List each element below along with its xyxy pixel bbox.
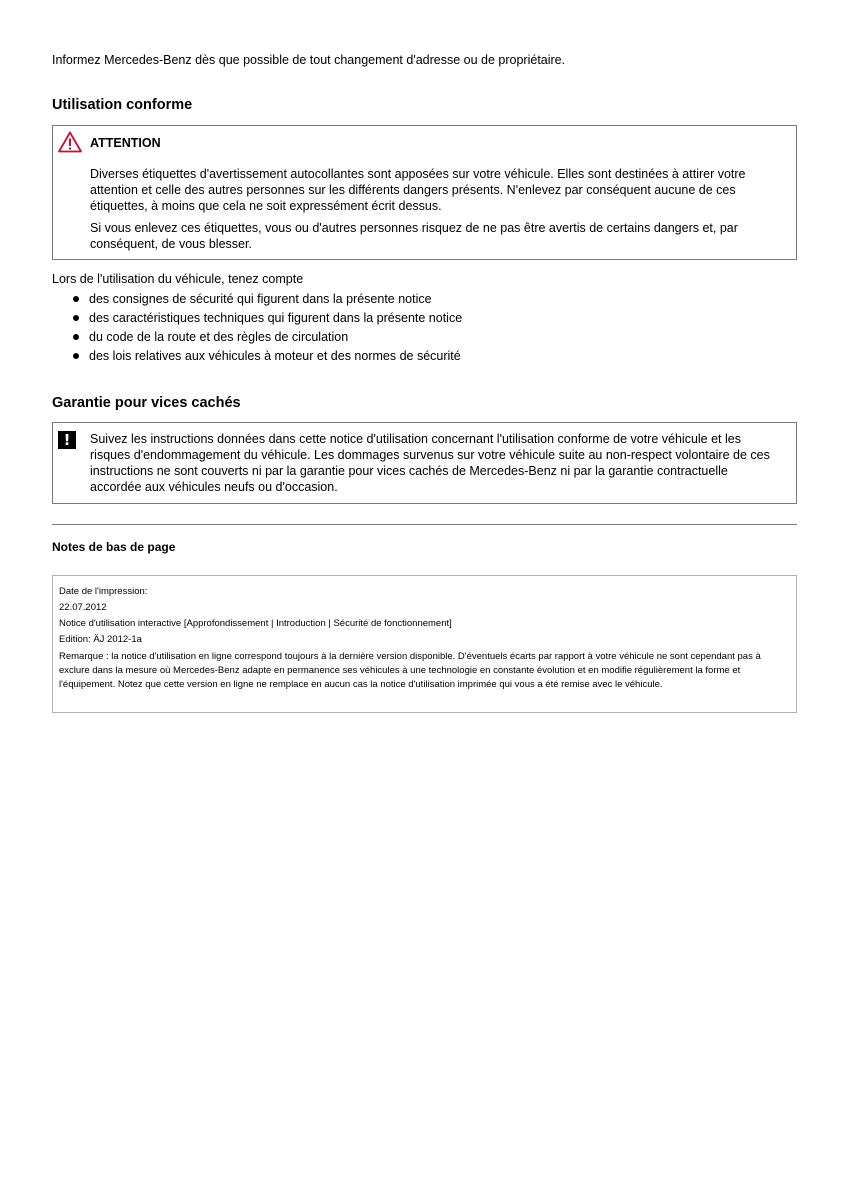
list-item [52,329,462,348]
bullet-icon [73,296,79,302]
section-heading-utilisation: Utilisation conforme [52,97,193,113]
note-box [52,422,797,504]
remark-text: Remarque : la notice d'utilisation en ligne correspond toujours à la dernière version disponible. D'éventuels écarts par rapport à votre véhicule ne sont cependant pas à exclure dans la mesure où Mercedes-Benz adapte en permanence ses véhicules à une technologie en constante évolution et en modifie régulièrement la forme et l'équipement. Notez que cette version en ligne ne remplace en aucun cas la notice d'utilisation imprimée qui vous a été remise avec le véhicule. [59,651,761,690]
usage-lead-text: Lors de l'utilisation du véhicule, tenez compte [52,272,304,286]
list-item-text: des caractéristiques techniques qui figurent dans la présente notice [89,311,463,325]
warning-box [52,125,797,260]
divider [52,524,797,525]
list-item-text: des lois relatives aux véhicules à moteur et des normes de sécurité [89,349,461,363]
bullet-icon [73,353,79,359]
warning-paragraph-2: Si vous enlevez ces étiquettes, vous ou d'autres personnes risquez de ne pas être avertis de certains dangers et, par conséquent, de vous blesser. [90,221,738,251]
list-item [52,291,462,310]
footnotes-box [52,575,797,713]
section-heading-garantie: Garantie pour vices cachés [52,395,241,411]
warning-title: ATTENTION [90,136,161,150]
intro-text: Informez Mercedes-Benz dès que possible de tout changement d'adresse ou de propriétaire. [52,53,566,67]
warning-paragraph-1: Diverses étiquettes d'avertissement autocollantes sont apposées sur votre véhicule. Elles sont destinées à attirer votre attention et celle des autres personnes sur les différents dangers présents. N'enlevez par conséquent aucune de ces étiquettes, à moins que cela ne soit expressément écrit dessus. [90,167,746,213]
exclamation-icon: ! [58,431,76,449]
bullet-icon [73,334,79,340]
list-item-text: des consignes de sécurité qui figurent dans la présente notice [89,292,432,306]
print-date-value: 22.07.2012 [59,602,107,613]
print-date-label: Date de l'impression: [59,586,148,597]
list-item [52,310,462,329]
usage-bullet-list [52,291,462,367]
list-item-text: du code de la route et des règles de circulation [89,330,349,344]
note-text: Suivez les instructions données dans cette notice d'utilisation concernant l'utilisation conforme de votre véhicule et les risques d'endommagement du véhicule. Les dommages survenus sur votre véhicule suite au non-respect volontaire de ces instructions ne sont couverts ni par la garantie pour vices cachés de Mercedes-Benz ni par la garantie contractuelle accordée aux véhicules neufs ou d'occasion. [90,432,770,494]
warning-triangle-icon [58,131,82,153]
edition-text: Edition: ÄJ 2012-1a [59,634,142,645]
notice-reference: Notice d'utilisation interactive [Approfondissement | Introduction | Sécurité de fonctionnement] [59,618,452,629]
list-item [52,348,462,367]
bullet-icon [73,315,79,321]
footnotes-heading: Notes de bas de page [52,540,176,554]
